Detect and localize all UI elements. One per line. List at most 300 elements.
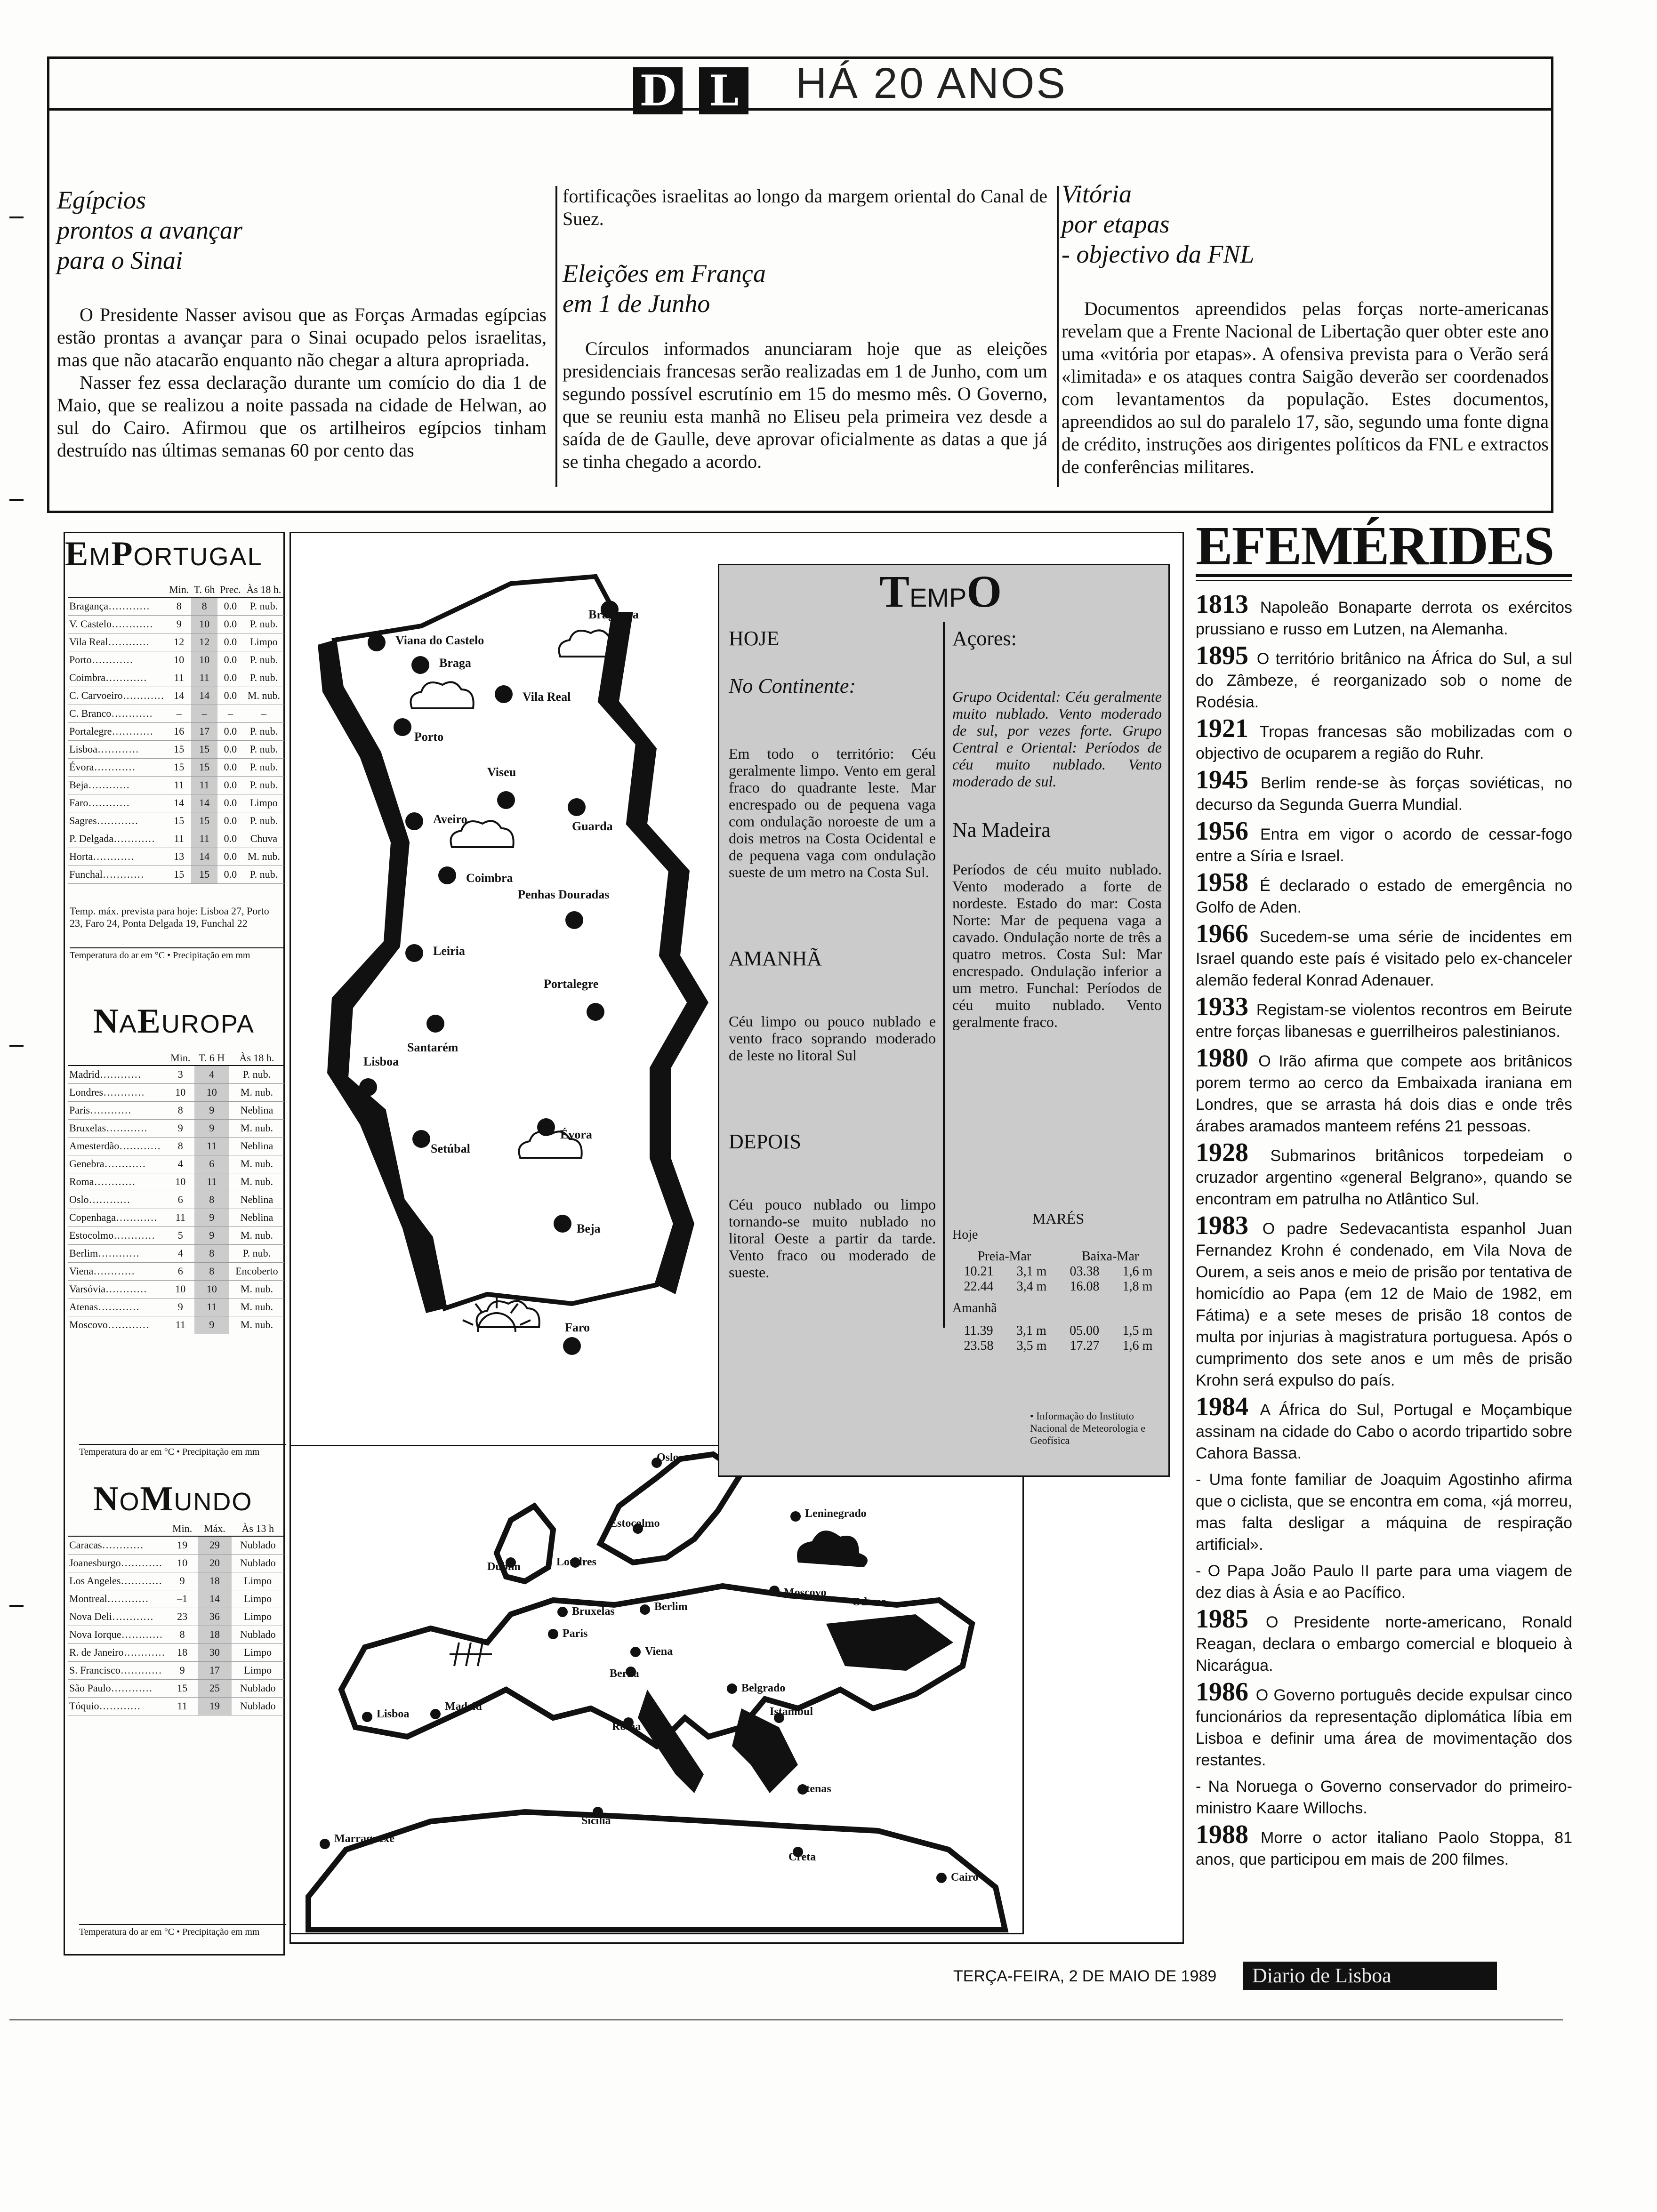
efemeride-year: 1956	[1196, 817, 1260, 846]
city-name: Madrid…………	[68, 1066, 167, 1083]
efemeride-text: Morre o actor italiano Paolo Stoppa, 81 anos, que participou em mais de 200 filmes.	[1196, 1829, 1573, 1868]
efemeride-text: Sucedem-se uma série de incidentes em Israel quando este país é visitado pelo ex-chanceler alemão federal Konrad Adenauer.	[1196, 928, 1572, 989]
low-tide-label: Baixa-Mar	[1081, 1249, 1139, 1264]
table-cell: Nublado	[232, 1679, 284, 1697]
city-label: Dublin	[487, 1561, 521, 1573]
city-label: Lisboa	[363, 1055, 399, 1068]
table-cell: M. nub.	[229, 1316, 284, 1334]
city-label: Setúbal	[431, 1142, 470, 1155]
continente-heading: No Continente:	[729, 674, 856, 697]
tide-value: 3,5 m	[1016, 1338, 1047, 1353]
table-cell: 11	[191, 830, 217, 848]
table-cell: 15	[191, 812, 217, 830]
efemeride-text: O território britânico na África do Sul, a sul do Zâmbeze, é reorganizado sob o nome de Rodésia.	[1196, 650, 1572, 711]
table-cell: 18	[198, 1572, 231, 1590]
city-label: Portalegre	[544, 977, 599, 991]
table-cell: Chuva	[243, 830, 284, 848]
table-row	[68, 758, 284, 776]
table-footer: Temperatura do ar em °C • Precipitação em mm	[79, 1924, 286, 1938]
city-name: Tóquio…………	[68, 1697, 167, 1715]
registration-mark	[9, 1605, 24, 1607]
table-cell: 19	[167, 1536, 198, 1554]
table-cell: 0.0	[217, 812, 243, 830]
city-name: V. Castelo…………	[68, 615, 167, 633]
tide-value: 1,6 m	[1122, 1264, 1153, 1279]
table-row	[68, 1643, 284, 1661]
table-cell: Limpo	[243, 794, 284, 812]
table-cell: 8	[167, 1101, 194, 1119]
city-marker	[557, 1607, 568, 1617]
table-cell: M. nub.	[243, 687, 284, 705]
city-marker	[554, 1215, 571, 1233]
city-label: Oslo	[657, 1451, 679, 1464]
table-cell: 12	[167, 633, 191, 651]
table-cell: 14	[191, 794, 217, 812]
efemeride-text: - Uma fonte familiar de Joaquim Agostinho afirma que o ciclista, que se encontra em coma, «já morreu, mas falta desligar a máquina de respiração artificial».	[1196, 1471, 1572, 1554]
efemeride-year: 1985	[1196, 1604, 1266, 1634]
table-cell: 23	[167, 1608, 198, 1626]
column-divider	[555, 186, 557, 487]
city-name: C. Carvoeiro…………	[68, 687, 167, 705]
table-cell: 0.0	[217, 633, 243, 651]
table-cell: M. nub.	[229, 1083, 284, 1101]
efemeride-item	[1196, 1604, 1572, 1676]
city-name: Varsóvia…………	[68, 1280, 167, 1298]
table-cell: 17	[198, 1661, 231, 1679]
table-cell: 0.0	[217, 687, 243, 705]
efemeride-item	[1196, 765, 1573, 816]
logo-letter-d: D	[633, 67, 683, 114]
madeira-heading: Na Madeira	[952, 818, 1051, 842]
paragraph-continued: fortificações israelitas ao longo da margem oriental do Canal de Suez.	[563, 185, 1047, 229]
city-marker	[790, 1511, 801, 1522]
tide-value: 22.44	[964, 1279, 994, 1294]
city-name: Amesterdão…………	[68, 1137, 167, 1155]
city-name: C. Branco…………	[68, 705, 167, 722]
table-cell: –	[243, 705, 284, 722]
efemeride-item	[1196, 1560, 1572, 1603]
city-marker	[640, 1604, 650, 1615]
tides-today-label: Hoje	[952, 1227, 978, 1242]
paragraph: Círculos informados anunciaram hoje que as eleições presidenciais francesas serão realizadas em 1 de Junho, com um segundo possível escrutínio em 15 do mesmo mês. O Governo, que se reuniu esta manhã no Eliseu pela primeira vez desde a saída de de Gaulle, deve aprovar oficialmente as datas a que já se tinha chegado a acordo.	[563, 338, 1047, 472]
table-cell: 18	[167, 1643, 198, 1661]
table-cell: 6	[167, 1191, 194, 1209]
city-name: Funchal…………	[68, 866, 167, 883]
city-marker	[936, 1873, 947, 1883]
efemeride-year: 1988	[1196, 1820, 1261, 1849]
city-name: Moscovo…………	[68, 1316, 167, 1334]
table-cell: 0.0	[217, 615, 243, 633]
city-marker	[495, 685, 513, 703]
city-name: R. de Janeiro…………	[68, 1643, 167, 1661]
city-marker	[537, 1118, 555, 1136]
table-cell: P. nub.	[243, 615, 284, 633]
table-cell: 15	[167, 758, 191, 776]
table-cell: 10	[167, 1083, 194, 1101]
continente-text: Em todo o território: Céu geralmente limpo. Vento em geral fraco do quadrante leste. Mar encrespado ou de pequena vaga com ondulação noroeste de um a dois metros na Costa Ocidental e de pequena vaga com ondulação sueste de um metro na Costa Sul.	[729, 745, 936, 881]
table-cell: Limpo	[232, 1608, 284, 1626]
table-cell: 10	[167, 651, 191, 669]
table-cell: 0.0	[217, 776, 243, 794]
city-label: Santarém	[407, 1041, 458, 1054]
table-cell: Nublado	[232, 1554, 284, 1572]
table-cell: 36	[198, 1608, 231, 1626]
efemerides-column	[1196, 515, 1573, 1967]
table-cell: 10	[167, 1554, 198, 1572]
table-cell: P. nub.	[243, 722, 284, 740]
table-row	[68, 1697, 284, 1715]
table-cell: P. nub.	[229, 1066, 284, 1083]
city-name: Lisboa…………	[68, 740, 167, 758]
table-row	[68, 1626, 284, 1643]
table-cell: M. nub.	[229, 1155, 284, 1173]
table-cell: –1	[167, 1590, 198, 1608]
city-name: Copenhaga…………	[68, 1209, 167, 1226]
city-name: Évora…………	[68, 758, 167, 776]
table-row	[68, 1155, 284, 1173]
table-cell: 8	[194, 1262, 229, 1280]
table-cell: 8	[167, 597, 191, 615]
table-row	[68, 1244, 284, 1262]
table-cell: Limpo	[243, 633, 284, 651]
table-cell: P. nub.	[243, 597, 284, 615]
table-row	[68, 740, 284, 758]
city-name: P. Delgada…………	[68, 830, 167, 848]
table-row	[68, 1226, 284, 1244]
table-cell: 0.0	[217, 758, 243, 776]
mundo-title: NOMUNDO	[93, 1480, 253, 1518]
efemeride-item	[1196, 1211, 1572, 1391]
registration-mark	[9, 499, 24, 501]
city-marker	[394, 718, 411, 736]
table-cell: P. nub.	[243, 758, 284, 776]
table-row	[68, 1536, 284, 1554]
page-edge-line	[9, 2019, 1563, 2020]
city-name: Roma…………	[68, 1173, 167, 1191]
table-cell: 0.0	[217, 722, 243, 740]
tide-value: 05.00	[1070, 1323, 1100, 1338]
table-row	[68, 1608, 284, 1626]
city-label: Berna	[610, 1667, 639, 1680]
table-cell: 11	[194, 1173, 229, 1191]
efemeride-text: Registam-se violentos recontros em Beirute entre forças libanesas e guerrilheiros palestinianos.	[1196, 1001, 1573, 1041]
city-label: Vila Real	[523, 690, 571, 704]
tide-value: 1,6 m	[1122, 1338, 1153, 1353]
table-cell: Limpo	[232, 1643, 284, 1661]
table-row	[68, 794, 284, 812]
tide-value: 3,4 m	[1016, 1279, 1047, 1294]
table-cell: –	[167, 705, 191, 722]
city-label: Porto	[414, 730, 444, 744]
tempo-title: TEMPO	[879, 566, 1002, 617]
high-tide-label: Preia-Mar	[977, 1249, 1031, 1264]
efemeride-year: 1813	[1196, 590, 1260, 619]
tides-tomorrow-label: Amanhã	[952, 1301, 997, 1315]
efemeride-text: A África do Sul, Portugal e Moçambique assinam na cidade do Cabo o acordo tripartido sobre Cahora Bassa.	[1196, 1401, 1573, 1462]
table-cell: 8	[191, 597, 217, 615]
table-row	[68, 1679, 284, 1697]
table-cell: 19	[198, 1697, 231, 1715]
table-cell: 15	[167, 866, 191, 883]
city-label: Roma	[612, 1721, 641, 1733]
table-row	[68, 1298, 284, 1316]
table-cell: 12	[191, 633, 217, 651]
table-cell: P. nub.	[243, 669, 284, 687]
efemeride-text: O Presidente norte-americano, Ronald Reagan, declara o embargo comercial e bloqueio à Nicarágua.	[1196, 1613, 1572, 1675]
depois-text: Céu pouco nublado ou limpo tornando-se muito nublado no litoral Oeste a partir da tarde. Vento fraco ou moderado de sueste.	[729, 1196, 936, 1281]
table-cell: 10	[191, 615, 217, 633]
city-name: Genebra…………	[68, 1155, 167, 1173]
city-marker	[426, 1015, 444, 1033]
table-cell: 15	[191, 758, 217, 776]
table-cell: 0.0	[217, 848, 243, 866]
efemeride-item	[1196, 1820, 1573, 1870]
efemeride-text: É declarado o estado de emergência no Golfo de Aden.	[1196, 877, 1573, 916]
amanha-heading: AMANHÃ	[729, 947, 822, 970]
city-name: Coimbra…………	[68, 669, 167, 687]
table-cell: 3	[167, 1066, 194, 1083]
table-cell: M. nub.	[229, 1298, 284, 1316]
tides-title: MARÉS	[1032, 1210, 1085, 1227]
table-cell: –	[191, 705, 217, 722]
table-cell: 10	[194, 1083, 229, 1101]
table-row	[68, 1554, 284, 1572]
efemeride-item	[1196, 817, 1573, 867]
city-name: Nova Deli…………	[68, 1608, 167, 1626]
city-label: Viseu	[487, 765, 516, 779]
table-cell: –	[217, 705, 243, 722]
table-cell: 9	[194, 1209, 229, 1226]
city-label: Leiria	[433, 944, 465, 958]
tide-value: 3,1 m	[1016, 1264, 1047, 1279]
efemeride-item	[1196, 1469, 1572, 1555]
efemeride-item	[1196, 868, 1573, 918]
city-marker	[497, 791, 515, 809]
city-marker	[405, 944, 423, 962]
table-cell: 14	[198, 1590, 231, 1608]
table-row	[68, 1173, 284, 1191]
table-cell: 0.0	[217, 740, 243, 758]
tide-row	[952, 1338, 1164, 1354]
city-label: Marraquexe	[334, 1833, 394, 1845]
table-row	[68, 1101, 284, 1119]
city-marker	[412, 1130, 430, 1148]
efemeride-year: 1966	[1196, 919, 1260, 948]
table-row	[68, 1137, 284, 1155]
city-marker	[563, 1337, 581, 1355]
balkans	[732, 1708, 798, 1793]
city-marker	[411, 656, 429, 674]
city-name: Londres…………	[68, 1083, 167, 1101]
tide-value: 1,8 m	[1122, 1279, 1153, 1294]
efemeride-item	[1196, 714, 1573, 764]
table-row	[68, 776, 284, 794]
table-row	[68, 1191, 284, 1209]
table-cell: 4	[194, 1066, 229, 1083]
city-marker	[587, 1003, 604, 1021]
efemeride-text: - Na Noruega o Governo conservador do primeiro-ministro Kaare Willochs.	[1196, 1778, 1572, 1817]
city-marker	[852, 1623, 862, 1634]
table-cell: 0.0	[217, 651, 243, 669]
efemeride-text: Submarinos britânicos torpedeiam o cruzador argentino «general Belgrano», quando se encontram em patrulha no Atlântico Sul.	[1196, 1147, 1572, 1208]
table-cell: 13	[167, 848, 191, 866]
table-row	[68, 848, 284, 866]
table-cell: 11	[167, 1316, 194, 1334]
city-marker	[405, 812, 423, 830]
city-label: Paris	[563, 1627, 588, 1640]
table-cell: M. nub.	[229, 1173, 284, 1191]
city-name: Joanesburgo…………	[68, 1554, 167, 1572]
city-name: Viena…………	[68, 1262, 167, 1280]
table-cell: 6	[194, 1155, 229, 1173]
footer-masthead: Diario de Lisboa	[1243, 1962, 1497, 1990]
table-cell: 10	[191, 651, 217, 669]
table-cell: 9	[194, 1119, 229, 1137]
table-cell: 18	[198, 1626, 231, 1643]
city-label: Coimbra	[466, 871, 513, 885]
table-cell: 11	[167, 776, 191, 794]
portugal-table: Min. T. 6h Prec. Às 18 h. Bragança………… 8 8 0.0 P. nub. V. Castelo………… 9 10 0.0 P. nub. Vila Real………… 12 12 0.0 Limpo Porto………… 10 10 0.0 P. nub. Coimbra………… 11 11 0.0 P. nub. C. Carvoeiro………… 14 14 0.0 M. nub. C. Branco………… – – – – Portalegre………… 16 17 0.0 P. nub. Lisboa………… 15 15 0.0 P. nub. Évora………… 15 15 0.0 P. nub. Beja………… 11 11 0.0 P. nub. Faro………… 14 14 0.0 Limpo Sagres………… 15 15 0.0 P. nub. P. Delgada………… 11 11 0.0 Chuva Horta………… 13 14 0.0 M. nub. Funchal………… 15 15 0.0 P. nub.	[68, 583, 284, 884]
table-cell: P. nub.	[243, 812, 284, 830]
city-label: Bruxelas	[572, 1605, 615, 1618]
tide-value: 16.08	[1070, 1279, 1100, 1294]
table-cell: 16	[167, 722, 191, 740]
table-cell: Encoberto	[229, 1262, 284, 1280]
efemeride-year: 1921	[1196, 714, 1260, 743]
city-name: Sagres…………	[68, 812, 167, 830]
table-cell: 6	[167, 1262, 194, 1280]
efemeride-year: 1984	[1196, 1392, 1260, 1421]
table-cell: Neblina	[229, 1191, 284, 1209]
city-name: Atenas…………	[68, 1298, 167, 1316]
city-label: Beja	[577, 1222, 601, 1235]
efemeride-item	[1196, 1776, 1572, 1819]
table-cell: Limpo	[232, 1590, 284, 1608]
table-cell: 15	[191, 866, 217, 883]
section-title-bar	[49, 59, 1551, 116]
table-footer: Temperatura do ar em °C • Precipitação em mm	[79, 1444, 286, 1458]
city-name: Oslo…………	[68, 1191, 167, 1209]
article-egipcios	[57, 185, 547, 462]
table-cell: P. nub.	[243, 866, 284, 883]
city-name: Porto…………	[68, 651, 167, 669]
tide-value: 1,5 m	[1122, 1323, 1153, 1338]
table-cell: P. nub.	[229, 1244, 284, 1262]
city-label: Cairo	[951, 1871, 979, 1883]
africa-coast	[308, 1812, 1005, 1930]
paragraph: Documentos apreendidos pelas forças norte-americanas revelam que a Frente Nacional de Libertação quer obter este ano uma «vitória por etapas». A ofensiva prevista para o Verão será «limitada» e os ataques contra Saigão deverão ser coordenados com levantamentos da população. Estes documentos, apreendidos ao sul do paralelo 17, são, segundo uma fonte digna de crédito, instruções aos dirigentes políticos da FNL e extractos de conferências militares.	[1062, 298, 1549, 477]
city-label: Madrid	[445, 1700, 482, 1713]
table-cell: 30	[198, 1643, 231, 1661]
city-marker	[438, 866, 456, 884]
table-cell: 9	[167, 1661, 198, 1679]
city-name: Paris…………	[68, 1101, 167, 1119]
table-cell: 8	[194, 1244, 229, 1262]
city-label: Viena	[645, 1645, 673, 1658]
acores-heading: Açores:	[952, 627, 1017, 650]
table-cell: 9	[167, 1572, 198, 1590]
city-label: Berlim	[654, 1601, 688, 1613]
table-cell: 11	[167, 1697, 198, 1715]
tide-value: 3,1 m	[1016, 1323, 1046, 1338]
amanha-text: Céu limpo ou pouco nublado e vento fraco soprando moderado de leste no litoral Sul	[729, 1013, 936, 1064]
table-cell: Neblina	[229, 1137, 284, 1155]
table-cell: M. nub.	[243, 848, 284, 866]
efemeride-text: - O Papa João Paulo II parte para uma viagem de dez dias à Ásia e ao Pacífico.	[1196, 1562, 1572, 1602]
table-cell: 0.0	[217, 866, 243, 883]
city-label: Faro	[565, 1321, 590, 1334]
city-marker	[430, 1709, 441, 1719]
city-label: Londres	[556, 1556, 596, 1568]
efemeride-year: 1928	[1196, 1138, 1271, 1167]
table-row	[68, 1119, 284, 1137]
registration-mark	[9, 1045, 24, 1047]
table-cell: 11	[191, 669, 217, 687]
efemeride-year: 1895	[1196, 641, 1257, 670]
depois-heading: DEPOIS	[729, 1130, 802, 1153]
efemerides-title: EFEMÉRIDES	[1196, 518, 1572, 577]
efemeride-year: 1980	[1196, 1043, 1259, 1073]
table-row	[68, 1209, 284, 1226]
city-label: Atenas	[798, 1783, 831, 1795]
efemeride-text: O padre Sedevacantista espanhol Juan Fernandez Krohn é condenado, em Vila Nova de Ourem, a seis anos e meio de prisão por tentativa de homicídio ao Papa (em 12 de Maio de 1982, em Fátima) e a sete meses de prisão 18 contos de multa por injurias à magistratura portuguesa. Após o cumprimento dos sete anos e um mês de prisão Krohn será expulso do país.	[1196, 1220, 1572, 1389]
city-label: Creta	[788, 1851, 816, 1863]
table-cell: Nublado	[232, 1626, 284, 1643]
table-cell: 0.0	[217, 669, 243, 687]
table-cell: Neblina	[229, 1101, 284, 1119]
table-row	[68, 1572, 284, 1590]
table-cell: 20	[198, 1554, 231, 1572]
table-row	[68, 830, 284, 848]
footer-date: TERÇA-FEIRA, 2 DE MAIO DE 1989	[953, 1967, 1217, 1985]
city-marker	[362, 1712, 372, 1722]
table-cell: 0.0	[217, 597, 243, 615]
tide-value: 23.58	[964, 1338, 994, 1353]
tide-value: 11.39	[964, 1323, 993, 1338]
efemeride-text: Napoleão Bonaparte derrota os exércitos prussiano e russo em Lutzen, na Alemanha.	[1196, 599, 1572, 638]
tide-value: 17.27	[1070, 1338, 1100, 1353]
city-name: S. Francisco…………	[68, 1661, 167, 1679]
table-cell: 8	[194, 1191, 229, 1209]
forecast-box	[718, 564, 1170, 1477]
table-cell: 14	[167, 687, 191, 705]
max-temp-note: Temp. máx. prevista para hoje: Lisboa 27, Porto 23, Faro 24, Ponta Delgada 19, Funchal 22	[70, 905, 269, 929]
column-divider	[1057, 186, 1059, 487]
city-label: Bragança	[588, 608, 639, 621]
table-cell: 9	[167, 615, 191, 633]
table-cell: M. nub.	[229, 1119, 284, 1137]
table-cell: 11	[167, 830, 191, 848]
city-name: Horta…………	[68, 848, 167, 866]
efemeride-item	[1196, 992, 1573, 1042]
article-vitoria	[1062, 179, 1549, 478]
city-label: Braga	[439, 656, 471, 670]
table-cell: M. nub.	[229, 1280, 284, 1298]
efemeride-year: 1958	[1196, 868, 1260, 897]
paragraph: Nasser fez essa declaração durante um comício do dia 1 de Maio, que se realizou a noite passada na cidade de Helwan, ao sul do Cairo. Afirmou que os artilheiros egípcios tinham destruído nas últimas semanas 60 por cento das	[57, 372, 547, 461]
madeira-text: Períodos de céu muito nublado. Vento moderado a forte de nordeste. Estado do mar: Costa Norte: Mar de pequena vaga a cavado. Ondulação norte de três a quatro metros. Costa Sul: Mar encrespado. Ondulação inferior a um metro. Funchal: Períodos de céu muito nublado. Vento geralmente fraco.	[952, 861, 1162, 1030]
tide-row	[952, 1279, 1164, 1294]
tides	[952, 1210, 1164, 1354]
table-cell: 14	[167, 794, 191, 812]
city-name: Bragança…………	[68, 597, 167, 615]
city-label: Évora	[560, 1128, 592, 1141]
efemeride-text: O Governo português decide expulsar cinco funcionários da representação diplomática líbia em Lisboa e definir uma área de movimentação dos restantes.	[1196, 1686, 1573, 1769]
table-row	[68, 1280, 284, 1298]
city-name: Nova Iorque…………	[68, 1626, 167, 1643]
table-cell: 14	[191, 687, 217, 705]
table-cell: 0.0	[217, 830, 243, 848]
